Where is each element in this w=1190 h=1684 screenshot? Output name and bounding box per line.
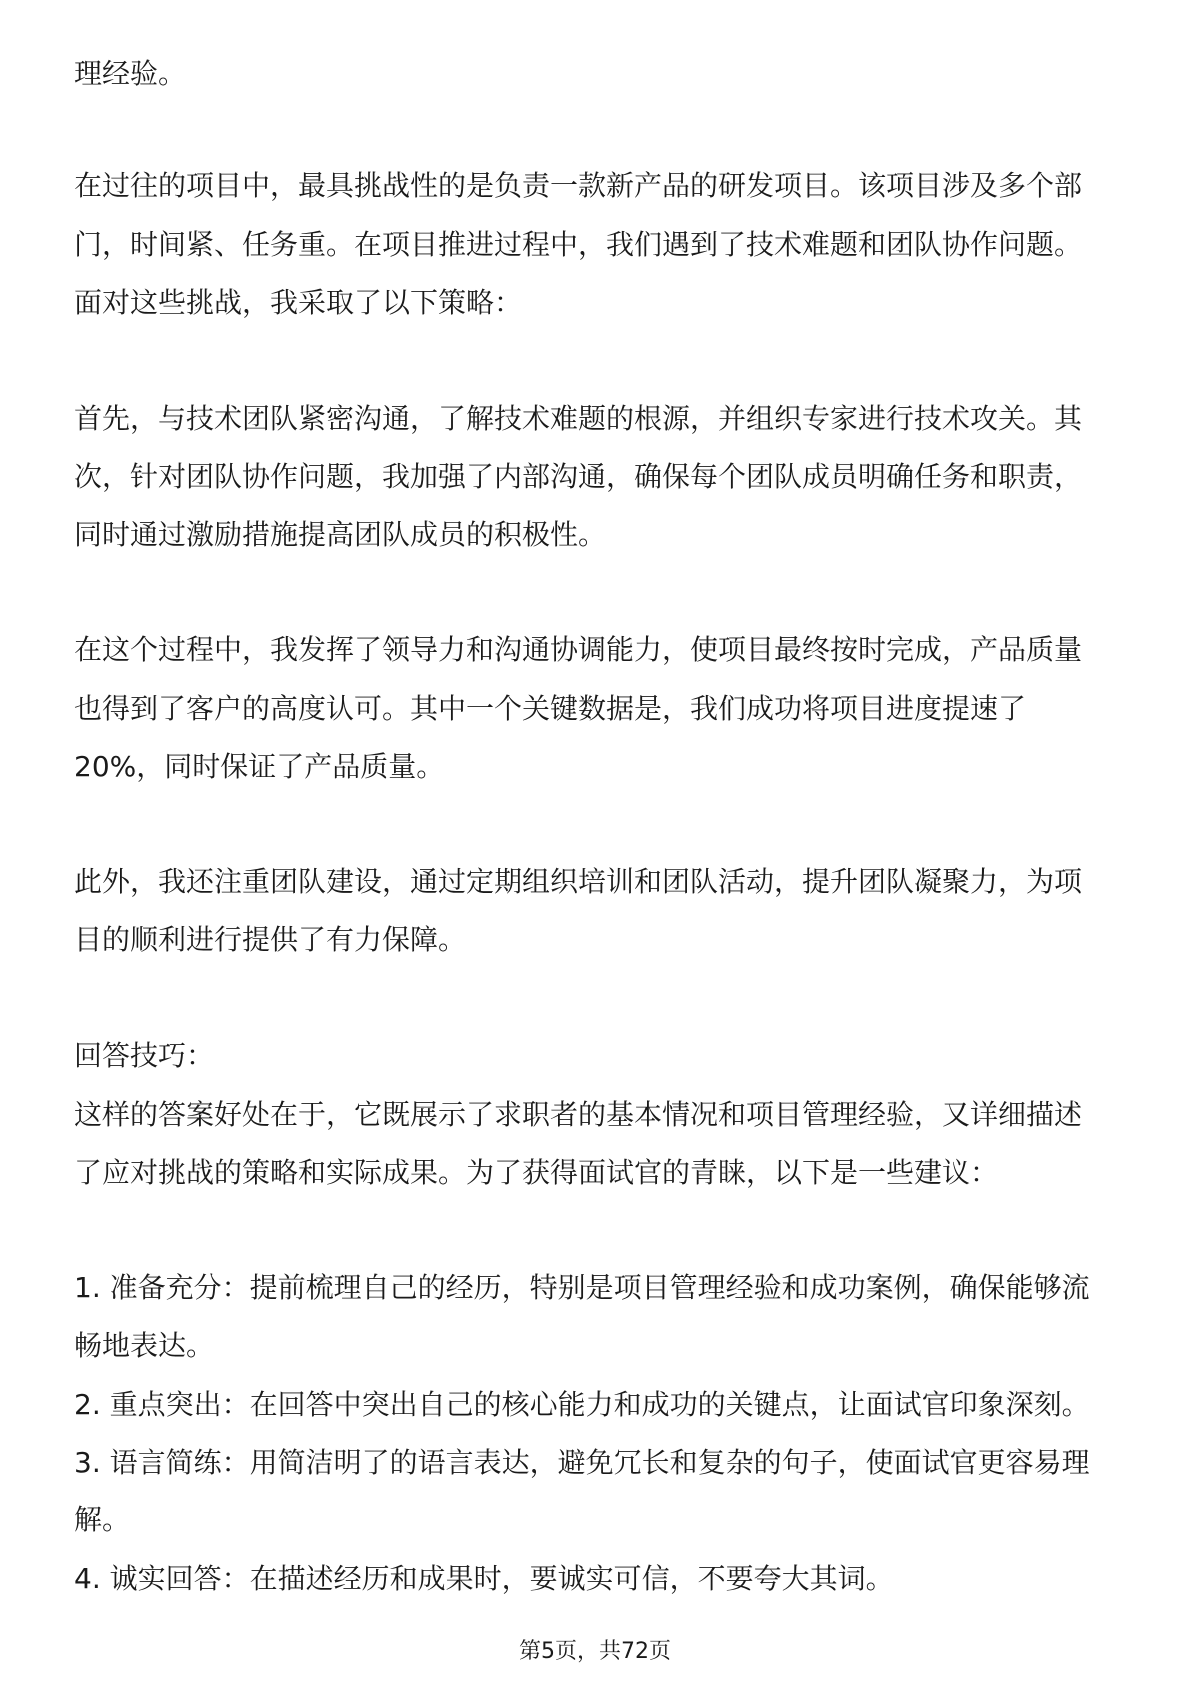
text-line: 在这个过程中，我发挥了领导力和沟通协调能力，使项目最终按时完成，产品质量: [74, 633, 1083, 666]
section-heading: 回答技巧：: [74, 1039, 215, 1072]
text-line: 面对这些挑战，我采取了以下策略：: [74, 286, 523, 319]
text-line: 理经验。: [74, 57, 187, 90]
text-line: 此外，我还注重团队建设，通过定期组织培训和团队活动，提升团队凝聚力，为项: [74, 865, 1083, 898]
text-line: 20%，同时保证了产品质量。: [74, 750, 445, 783]
text-line: 目的顺利进行提供了有力保障。: [74, 923, 467, 956]
text-line: 了应对挑战的策略和实际成果。为了获得面试官的青睐，以下是一些建议：: [74, 1156, 999, 1189]
text-line: 门，时间紧、任务重。在项目推进过程中，我们遇到了技术难题和团队协作问题。: [74, 228, 1083, 261]
text-line: 首先，与技术团队紧密沟通，了解技术难题的根源，并组织专家进行技术攻关。其: [74, 402, 1083, 435]
list-item-continuation: 畅地表达。: [74, 1329, 215, 1362]
text-line: 次，针对团队协作问题，我加强了内部沟通，确保每个团队成员明确任务和职责，: [74, 460, 1083, 493]
list-item: 2. 重点突出：在回答中突出自己的核心能力和成功的关键点，让面试官印象深刻。: [74, 1388, 1090, 1421]
list-item: 1. 准备充分：提前梳理自己的经历，特别是项目管理经验和成功案例，确保能够流: [74, 1271, 1090, 1304]
text-line: 同时通过激励措施提高团队成员的积极性。: [74, 518, 607, 551]
page-number-footer: 第5页，共72页: [519, 1639, 671, 1664]
text-line: 也得到了客户的高度认可。其中一个关键数据是，我们成功将项目进度提速了: [74, 692, 1027, 725]
text-line: 在过往的项目中，最具挑战性的是负责一款新产品的研发项目。该项目涉及多个部: [74, 169, 1083, 202]
list-item: 3. 语言简练：用简洁明了的语言表达，避免冗长和复杂的句子，使面试官更容易理: [74, 1446, 1090, 1479]
list-item: 4. 诚实回答：在描述经历和成果时，要诚实可信，不要夸大其词。: [74, 1562, 894, 1595]
text-line: 这样的答案好处在于，它既展示了求职者的基本情况和项目管理经验，又详细描述: [74, 1098, 1083, 1131]
list-item-continuation: 解。: [74, 1503, 131, 1536]
